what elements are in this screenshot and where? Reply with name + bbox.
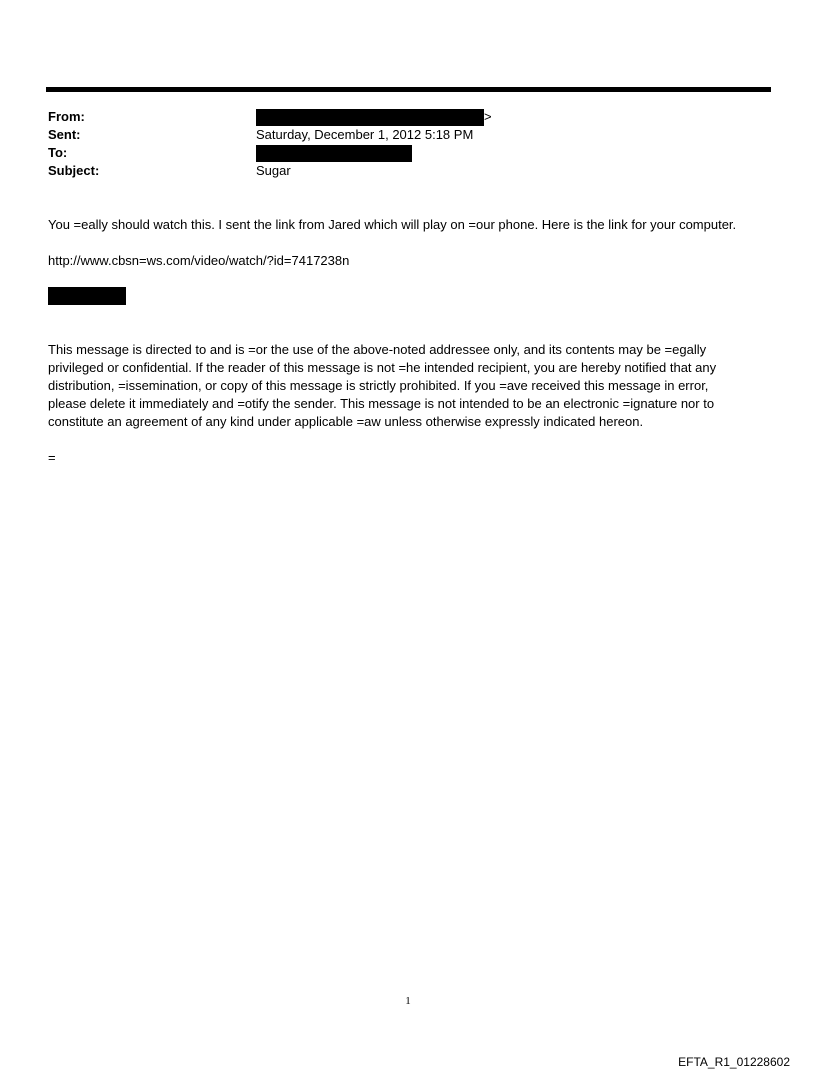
sent-value: Saturday, December 1, 2012 5:18 PM xyxy=(256,127,474,142)
page-number: 1 xyxy=(405,995,411,1007)
disclaimer-line: distribution, =issemination, or copy of this message is strictly prohibited. If you =ave received this message in error, xyxy=(48,378,709,393)
subject-label: Subject: xyxy=(48,163,100,178)
to-value xyxy=(256,144,412,162)
to-row xyxy=(48,144,768,162)
sent-label: Sent: xyxy=(48,127,81,142)
disclaimer-line: This message is directed to and is =or the use of the above-noted addressee only, and its contents may be =egally xyxy=(48,342,707,357)
bates-number: EFTA_R1_01228602 xyxy=(678,1055,790,1069)
message-body-line: You =eally should watch this. I sent the link from Jared which will play on =our phone. Here is the link for your computer. xyxy=(48,217,737,232)
subject-row xyxy=(48,162,768,180)
disclaimer-line: please delete it immediately and =otify the sender. This message is not intended to be an electronic =ignature nor to xyxy=(48,396,715,411)
redaction-block xyxy=(256,109,484,126)
from-row xyxy=(48,108,768,126)
header-divider xyxy=(46,87,771,92)
to-label: To: xyxy=(48,145,68,160)
redaction-block xyxy=(256,145,412,162)
email-header xyxy=(48,108,768,180)
from-suffix: > xyxy=(484,109,492,124)
trailing-mark: = xyxy=(48,450,56,465)
sent-row xyxy=(48,126,768,144)
video-link[interactable]: http://www.cbsn=ws.com/video/watch/?id=7417238n xyxy=(48,253,350,268)
from-label: From: xyxy=(48,109,85,124)
confidentiality-disclaimer xyxy=(48,341,768,431)
from-value xyxy=(256,108,492,126)
disclaimer-line: constitute an agreement of any kind under applicable =aw unless otherwise expressly indicated hereon. xyxy=(48,414,644,429)
disclaimer-line: privileged or confidential. If the reader of this message is not =he intended recipient, you are hereby notified that any xyxy=(48,360,717,375)
signature-redaction-block xyxy=(48,287,126,305)
subject-value: Sugar xyxy=(256,163,291,178)
